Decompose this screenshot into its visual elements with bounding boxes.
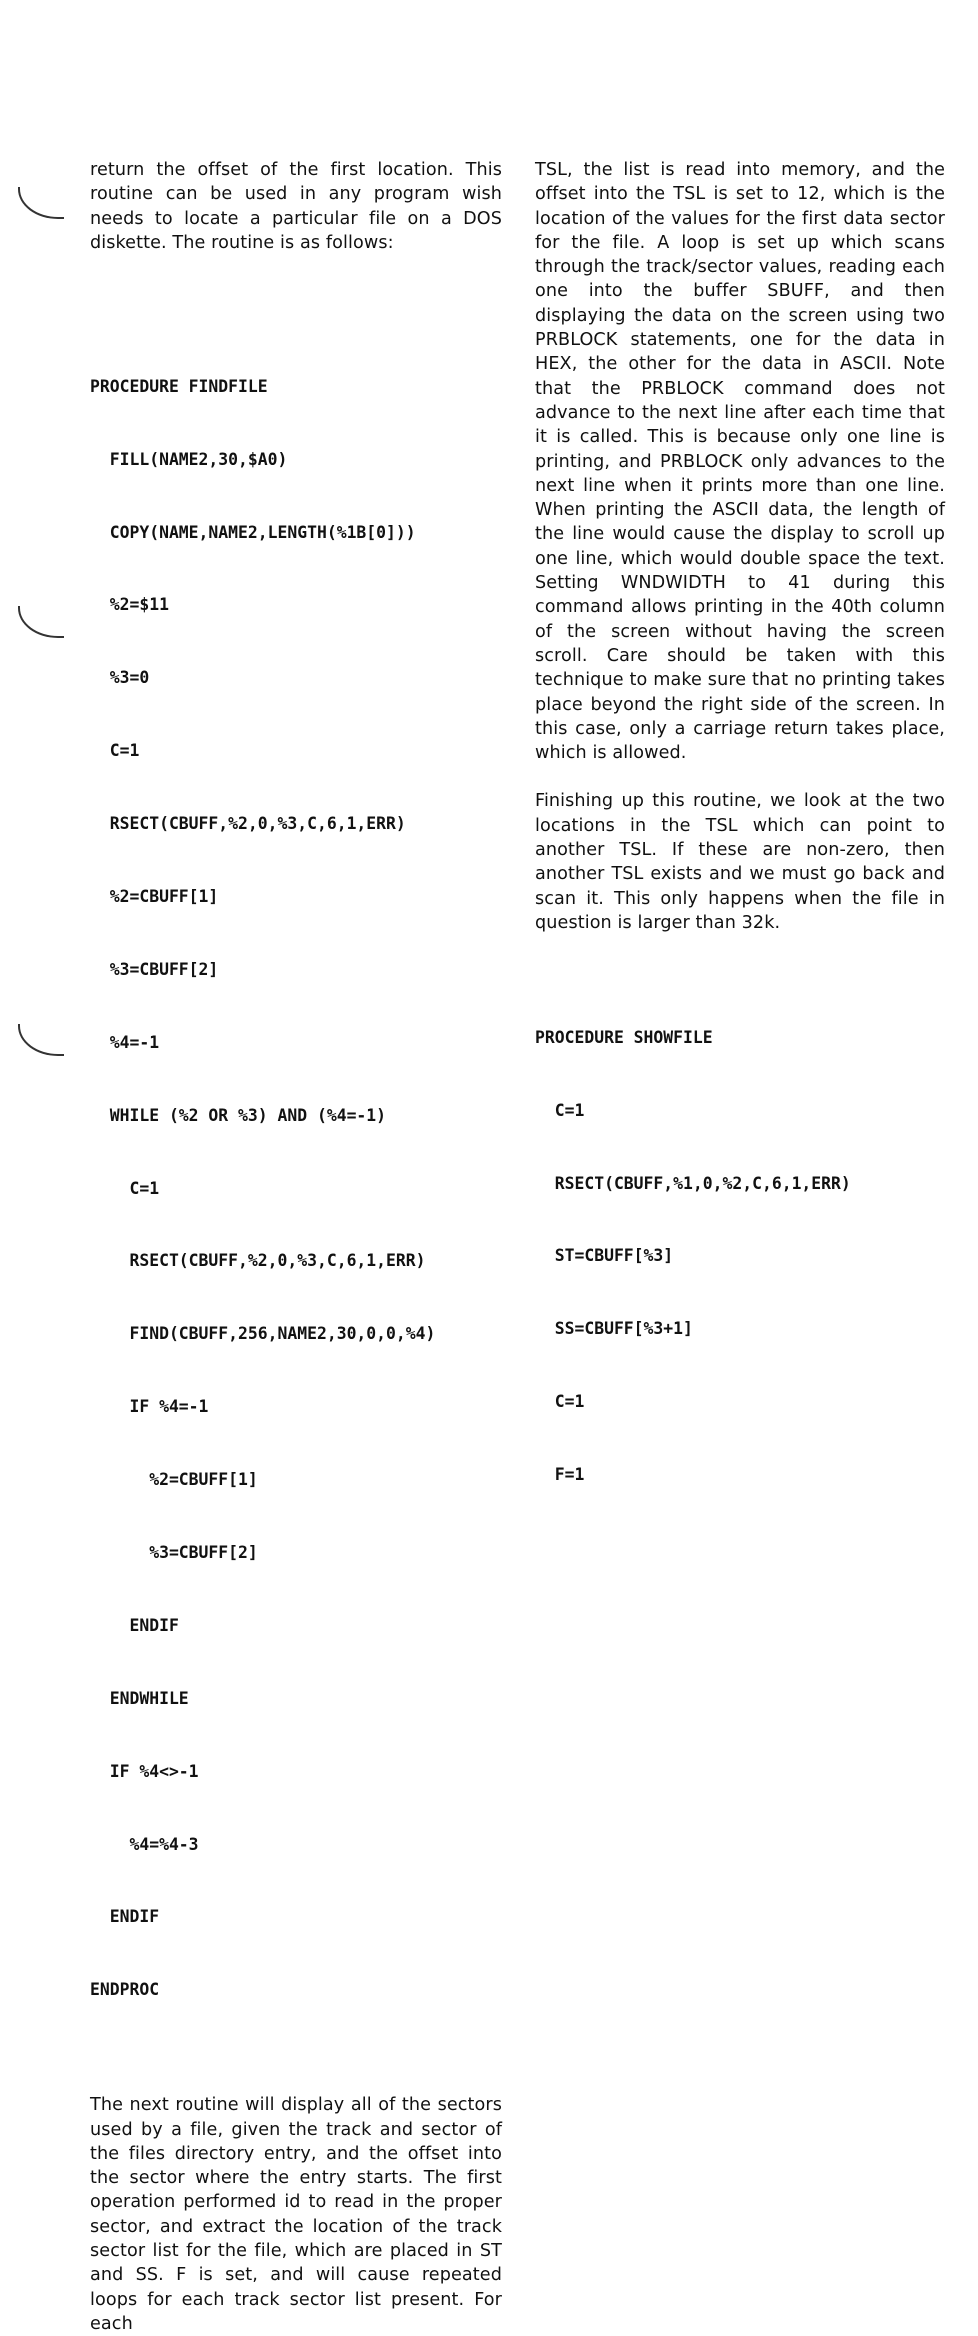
code-line: %4=%4-3 xyxy=(90,1834,199,1854)
code-line: SS=CBUFF[%3+1] xyxy=(535,1319,693,1339)
finishing-paragraph: Finishing up this routine, we look at the two locations in the TSL which can point to another TSL. If these are non-zero, then another TSL exists and we must go back and scan it. This only happens when the file in question is larger than 32k. xyxy=(535,791,945,933)
findfile-code-block xyxy=(90,326,502,2051)
code-line: %2=$11 xyxy=(90,595,169,615)
code-line: FILL(NAME2,30,$A0) xyxy=(90,449,288,469)
code-line: ENDWHILE xyxy=(90,1688,189,1708)
next-routine-paragraph: The next routine will display all of the sectors used by a file, given the track and sector of the files directory entry, and the offset into the sector where the entry starts. The first operation performed id to read in the proper sector, and extract the location of the track sector list for the file, which are placed in ST and SS. F is set, and will cause repeated loops for each track sector list present. For each xyxy=(90,2095,502,2334)
code-line: %3=CBUFF[2] xyxy=(90,1543,258,1563)
code-line: C=1 xyxy=(90,1178,160,1198)
code-line: ENDPROC xyxy=(90,1980,160,2000)
punch-hole-mark xyxy=(18,187,64,219)
code-line: C=1 xyxy=(535,1392,585,1412)
code-line: RSECT(CBUFF,%1,0,%2,C,6,1,ERR) xyxy=(535,1173,851,1193)
punch-hole-mark xyxy=(18,606,64,638)
showfile-code-block xyxy=(535,977,945,1536)
code-line: IF %4=-1 xyxy=(90,1397,209,1417)
code-line: %3=0 xyxy=(90,668,150,688)
code-line: C=1 xyxy=(90,741,140,761)
code-line: ST=CBUFF[%3] xyxy=(535,1246,674,1266)
code-line: %4=-1 xyxy=(90,1032,160,1052)
code-line: F=1 xyxy=(535,1465,585,1485)
intro-paragraph: return the offset of the first location. This routine can be used in any program wish needs to locate a particular file on a DOS diskette. The routine is as follows: xyxy=(90,160,502,253)
code-line: WHILE (%2 OR %3) AND (%4=-1) xyxy=(90,1105,387,1125)
code-line: FIND(CBUFF,256,NAME2,30,0,0,%4) xyxy=(90,1324,436,1344)
code-line: IF %4<>-1 xyxy=(90,1761,199,1781)
code-line: %2=CBUFF[1] xyxy=(90,1470,258,1490)
code-line: PROCEDURE SHOWFILE xyxy=(535,1027,713,1047)
code-line: C=1 xyxy=(535,1100,585,1120)
code-line: COPY(NAME,NAME2,LENGTH(%1B[0])) xyxy=(90,522,416,542)
code-line: PROCEDURE FINDFILE xyxy=(90,376,268,396)
punch-hole-mark xyxy=(18,1024,64,1056)
right-column xyxy=(535,158,945,1536)
code-line: %3=CBUFF[2] xyxy=(90,959,219,979)
code-line: RSECT(CBUFF,%2,0,%3,C,6,1,ERR) xyxy=(90,814,406,834)
code-line: %2=CBUFF[1] xyxy=(90,887,219,907)
code-line: ENDIF xyxy=(90,1615,179,1635)
left-column xyxy=(90,158,502,2336)
tsl-paragraph: TSL, the list is read into memory, and the offset into the TSL is set to 12, which is the location of the values for the first data sector for the file. A loop is set up which scans through the track/sector values, reading each one into the buffer SBUFF, and then displaying the data on the screen using two PRBLOCK statements, one for the data in HEX, the other for the data in ASCII. Note that the PRBLOCK command does not advance to the next line after each time that it is called. This is because only one line is printing, and PRBLOCK only advances to the next line when it prints more than one line. When printing the ASCII data, the length of the line would cause the display to scroll up one line, which would double space the text. Setting WNDWIDTH to 41 during this command allows printing in the 40th column of the screen without having the screen scroll. Care should be taken with this technique to make sure that no printing takes place beyond the right side of the screen. In this case, only a carriage return takes place, which is allowed. xyxy=(535,160,945,764)
code-line: RSECT(CBUFF,%2,0,%3,C,6,1,ERR) xyxy=(90,1251,426,1271)
code-line: ENDIF xyxy=(90,1907,160,1927)
